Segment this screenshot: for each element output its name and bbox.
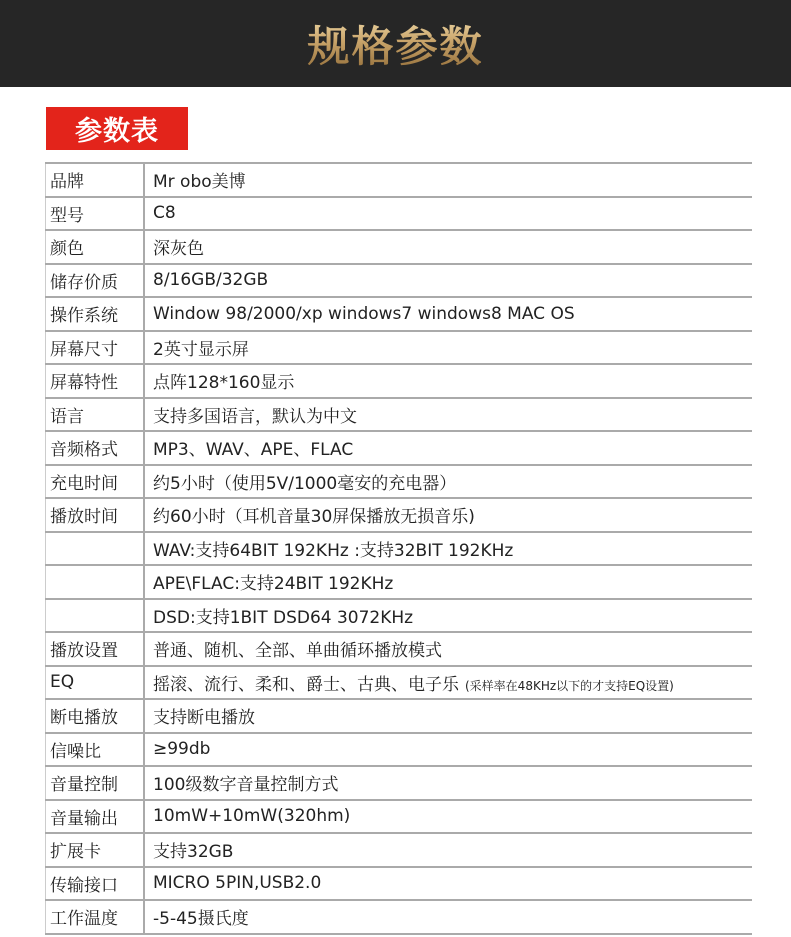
spec-value: 2英寸显示屏 [144, 331, 752, 365]
spec-row [46, 867, 753, 901]
spec-row [46, 599, 753, 633]
spec-row [46, 297, 753, 331]
spec-value: 普通、随机、全部、单曲循环播放模式 [144, 632, 752, 666]
spec-value: DSD:支持1BIT DSD64 3072KHz [144, 599, 752, 633]
spec-row [46, 264, 753, 298]
spec-row [46, 900, 753, 934]
spec-key: 断电播放 [46, 699, 145, 733]
spec-row [46, 398, 753, 432]
spec-key: 工作温度 [46, 900, 145, 934]
spec-row [46, 833, 753, 867]
spec-value: WAV:支持64BIT 192KHz :支持32BIT 192KHz [144, 532, 752, 566]
spec-value: APE\FLAC:支持24BIT 192KHz [144, 565, 752, 599]
spec-key: 品牌 [46, 163, 145, 197]
spec-value: -5-45摄氏度 [144, 900, 752, 934]
spec-value: ≥99db [144, 733, 752, 767]
spec-value: C8 [144, 197, 752, 231]
spec-value: 100级数字音量控制方式 [144, 766, 752, 800]
spec-value: 深灰色 [144, 230, 752, 264]
spec-key: 播放设置 [46, 632, 145, 666]
page-header [0, 0, 791, 87]
spec-row [46, 498, 753, 532]
spec-key: 音频格式 [46, 431, 145, 465]
spec-key: 型号 [46, 197, 145, 231]
spec-key: 音量控制 [46, 766, 145, 800]
spec-key: 颜色 [46, 230, 145, 264]
spec-row [46, 532, 753, 566]
spec-key: 扩展卡 [46, 833, 145, 867]
spec-row [46, 800, 753, 834]
page-title: 规格参数 [307, 14, 483, 74]
spec-value: 约5小时（使用5V/1000毫安的充电器） [144, 465, 752, 499]
spec-value: MP3、WAV、APE、FLAC [144, 431, 752, 465]
spec-row [46, 197, 753, 231]
spec-row [46, 565, 753, 599]
spec-key: 屏幕尺寸 [46, 331, 145, 365]
spec-row [46, 331, 753, 365]
spec-row [46, 666, 753, 700]
spec-key: 播放时间 [46, 498, 145, 532]
spec-value: 10mW+10mW(320hm) [144, 800, 752, 834]
spec-value: 支持多国语言，默认为中文 [144, 398, 752, 432]
spec-key: EQ [46, 666, 145, 700]
spec-value: Window 98/2000/xp windows7 windows8 MAC OS [144, 297, 752, 331]
spec-row [46, 465, 753, 499]
spec-row [46, 163, 753, 197]
spec-value: 约60小时（耳机音量30屏保播放无损音乐) [144, 498, 752, 532]
spec-row [46, 431, 753, 465]
spec-value: 支持断电播放 [144, 699, 752, 733]
spec-key: 传输接口 [46, 867, 145, 901]
spec-key: 信噪比 [46, 733, 145, 767]
spec-table [45, 162, 752, 935]
spec-row [46, 699, 753, 733]
spec-key [46, 532, 145, 566]
spec-value-text: 摇滚、流行、柔和、爵士、古典、电子乐 [153, 674, 459, 695]
spec-row [46, 766, 753, 800]
spec-row [46, 632, 753, 666]
spec-row [46, 733, 753, 767]
spec-value: 支持32GB [144, 833, 752, 867]
spec-key: 充电时间 [46, 465, 145, 499]
spec-key: 语言 [46, 398, 145, 432]
spec-key: 操作系统 [46, 297, 145, 331]
spec-key: 屏幕特性 [46, 364, 145, 398]
spec-row [46, 230, 753, 264]
spec-value [144, 666, 752, 700]
spec-note: (采样率在48KHz以下的才支持EQ设置) [465, 678, 674, 693]
section-label: 参数表 [46, 107, 188, 150]
spec-key [46, 599, 145, 633]
spec-key [46, 565, 145, 599]
spec-value: 点阵128*160显示 [144, 364, 752, 398]
spec-value: 8/16GB/32GB [144, 264, 752, 298]
spec-value: MICRO 5PIN,USB2.0 [144, 867, 752, 901]
spec-row [46, 364, 753, 398]
spec-key: 储存价质 [46, 264, 145, 298]
spec-key: 音量输出 [46, 800, 145, 834]
spec-value: Mr obo美博 [144, 163, 752, 197]
